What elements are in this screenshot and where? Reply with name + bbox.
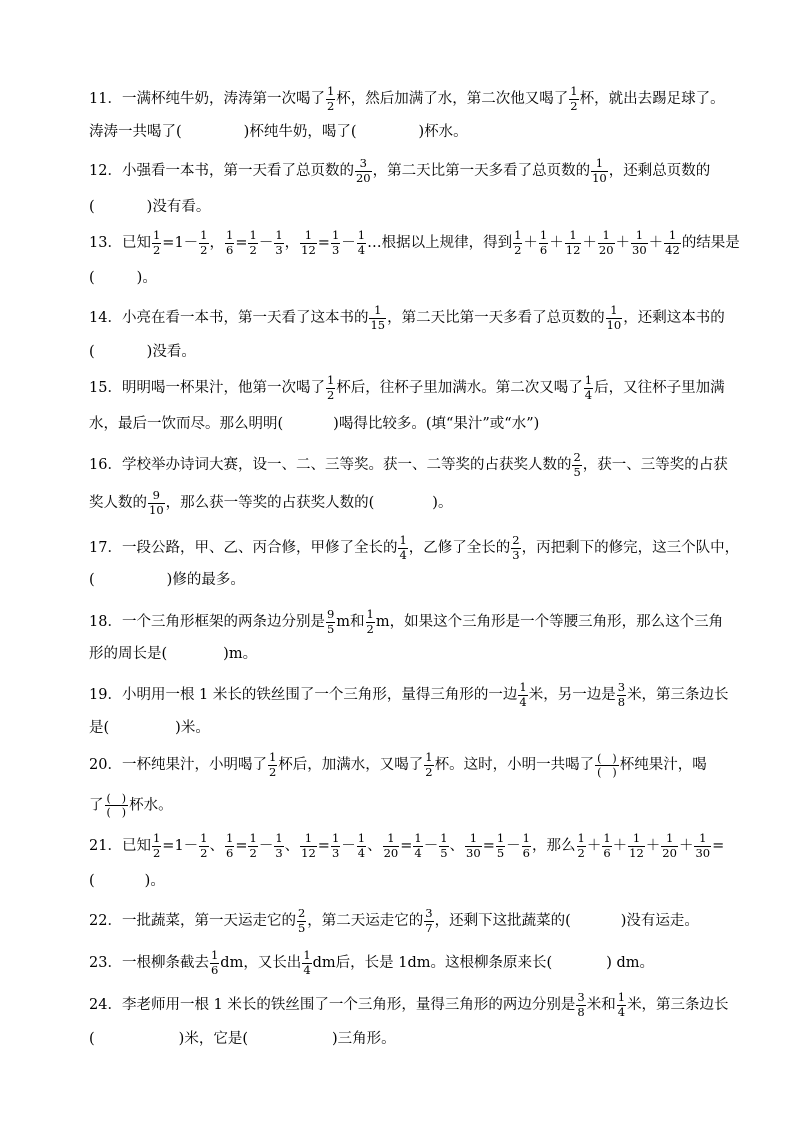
q17-line2 — [89, 569, 734, 591]
fraction: $\frac{1}{20}$ — [662, 831, 677, 860]
q15-text: )喝得比较多。(填“果汁”或“水”) — [333, 416, 540, 432]
q14-text: ，还剩这本书的 — [623, 310, 725, 326]
fraction-answer-blank[interactable]: $\frac{( )}{( )}$ — [106, 792, 127, 819]
q24-line1 — [89, 992, 734, 1018]
q20-line1 — [89, 752, 734, 778]
operator: = — [162, 838, 175, 854]
operator: = — [162, 235, 175, 251]
fraction: $\frac{2}{5}$ — [297, 906, 306, 935]
operator: ＋ — [648, 235, 664, 251]
q20-line2 — [89, 793, 734, 818]
fraction: $\frac{1}{2}$ — [200, 228, 208, 257]
fraction: $\frac{1}{2}$ — [326, 373, 335, 402]
q23-text: 23．一根柳条截去 — [89, 955, 209, 971]
q18-text: m，如果这个三角形是一个等腰三角形，那么这个三角 — [375, 614, 724, 630]
operator: = — [400, 838, 413, 854]
operator: － — [506, 838, 521, 854]
q20-text: 杯纯果汁，喝 — [619, 757, 707, 773]
fraction: $\frac{1}{6}$ — [522, 831, 530, 860]
q15-line2 — [89, 413, 734, 435]
q16-line2 — [89, 490, 734, 516]
operator: = — [712, 838, 725, 854]
fraction: $\frac{1}{15}$ — [370, 303, 386, 332]
fraction: $\frac{1}{4}$ — [357, 831, 366, 860]
q24-text: 米和 — [586, 997, 616, 1013]
q11-text: )杯水。 — [418, 124, 468, 140]
fraction: $\frac{1}{6}$ — [226, 228, 234, 257]
q14-line2 — [89, 341, 734, 363]
q14-text: ，第二天比第一天多看了总页数的 — [387, 310, 605, 326]
q19-text: )米。 — [175, 720, 210, 736]
q18-text: )m。 — [223, 646, 258, 662]
fraction: $\frac{1}{4}$ — [303, 948, 311, 977]
q11-line1 — [89, 86, 734, 112]
fraction: $\frac{1}{20}$ — [598, 228, 614, 257]
fraction: $\frac{1}{6}$ — [539, 228, 548, 257]
q15-text: 杯后，往杯子里加满水。第二次又喝了 — [336, 380, 583, 396]
separator: ， — [209, 235, 224, 251]
fraction: $\frac{1}{4}$ — [519, 680, 527, 709]
fraction: $\frac{9}{5}$ — [326, 607, 335, 636]
q23-text: ) dm。 — [606, 955, 655, 971]
q18-text: 18．一个三角形框架的两条边分别是 — [89, 614, 325, 630]
fraction: $\frac{3}{8}$ — [577, 990, 585, 1019]
q13-text: 的结果是 — [681, 235, 740, 251]
fraction: $\frac{1}{30}$ — [632, 228, 647, 257]
operator: － — [258, 838, 274, 854]
q21-line1 — [89, 833, 734, 859]
q22-text: ，第二天运走它的 — [307, 913, 424, 929]
fraction: $\frac{1}{3}$ — [331, 831, 340, 860]
q11-text: 涛涛一共喝了( — [89, 124, 182, 140]
operator: ＋ — [612, 838, 628, 854]
fraction: $\frac{1}{2}$ — [425, 750, 433, 779]
operator: 1－ — [174, 235, 199, 251]
fraction: $\frac{1}{4}$ — [414, 831, 422, 860]
fraction: $\frac{1}{20}$ — [383, 831, 399, 860]
operator: = — [235, 235, 248, 251]
q20-text: 杯。这时，小明一共喝了 — [434, 757, 595, 773]
q14-text: ( — [89, 344, 95, 360]
fraction: $\frac{1}{12}$ — [565, 228, 581, 257]
q15-text: 后，又往杯子里加满 — [594, 380, 725, 396]
separator: 、 — [449, 838, 465, 854]
fraction: $\frac{1}{3}$ — [331, 228, 340, 257]
operator: = — [317, 838, 330, 854]
fraction: $\frac{1}{2}$ — [514, 228, 522, 257]
q22-text: )没有运走。 — [620, 913, 699, 929]
operator: － — [258, 235, 274, 251]
q12-text: ，第二天比第一天多看了总页数的 — [372, 163, 591, 179]
operator: ＋ — [586, 838, 602, 854]
q16-line1 — [89, 452, 734, 478]
q12-line1 — [89, 158, 734, 184]
q16-text: 16．学校举办诗词大赛，设一、二、三等奖。获一、二等奖的占获奖人数的 — [89, 457, 572, 473]
q21-line2 — [89, 870, 734, 892]
q21-text: )。 — [144, 873, 165, 889]
fraction: $\frac{1}{6}$ — [226, 831, 234, 860]
fraction: $\frac{1}{6}$ — [210, 948, 219, 977]
fraction: $\frac{1}{30}$ — [466, 831, 481, 860]
q13-text: 13．已知 — [89, 235, 151, 251]
q24-line2 — [89, 1028, 734, 1050]
operator: 1－ — [174, 838, 199, 854]
q20-text: 了 — [89, 797, 104, 814]
q17-line1 — [89, 533, 740, 562]
fraction: $\frac{1}{6}$ — [603, 831, 611, 860]
q19-text: 米，另一边是 — [528, 687, 616, 703]
q11-text: 11．一满杯纯牛奶，涛涛第一次喝了 — [89, 91, 325, 107]
q16-text: 奖人数的 — [89, 495, 147, 511]
fraction: $\frac{1}{10}$ — [606, 303, 622, 332]
q24-text: )三角形。 — [332, 1031, 396, 1047]
q18-text: m和 — [336, 614, 365, 630]
fraction: $\frac{2}{5}$ — [573, 450, 581, 479]
q17-text: ( — [89, 572, 95, 588]
q11-line2 — [89, 121, 734, 143]
operator: ＋ — [678, 838, 694, 854]
q11-text: )杯纯牛奶，喝了( — [243, 124, 357, 140]
fraction: $\frac{1}{3}$ — [275, 831, 283, 860]
q16-text: ，那么获一等奖的占获奖人数的( — [165, 495, 375, 511]
q24-text: 米，第三条边长 — [627, 997, 729, 1013]
fraction: $\frac{1}{2}$ — [577, 831, 585, 860]
q18-text: 形的周长是( — [89, 646, 168, 662]
q19-line1 — [89, 682, 734, 708]
fraction-answer-blank[interactable]: $\frac{( )}{( )}$ — [597, 751, 617, 779]
operator: ＋ — [549, 235, 564, 251]
q17-text: )修的最多。 — [166, 572, 245, 588]
q18-line2 — [89, 643, 734, 665]
q16-text: )。 — [432, 495, 453, 511]
fraction: $\frac{1}{4}$ — [584, 373, 593, 402]
operator: － — [341, 235, 356, 251]
fraction: $\frac{1}{42}$ — [665, 228, 680, 257]
operator: － — [423, 838, 439, 854]
q11-text: 杯，就出去踢足球了。 — [579, 91, 725, 107]
fraction: $\frac{3}{7}$ — [425, 906, 433, 935]
q17-text: ，乙修了全长的 — [408, 540, 511, 556]
fraction: $\frac{1}{5}$ — [440, 831, 448, 860]
q14-line1 — [89, 305, 734, 331]
q12-text: )没有看。 — [146, 199, 211, 215]
fraction: $\frac{1}{12}$ — [629, 831, 644, 860]
q20-text: 杯水。 — [129, 797, 173, 814]
q21-text: ，那么 — [532, 838, 576, 854]
fraction: $\frac{3}{20}$ — [355, 156, 371, 185]
q18-line1 — [89, 609, 734, 635]
q12-line2 — [89, 196, 734, 218]
q12-text: 12．小强看一本书，第一天看了总页数的 — [89, 163, 354, 179]
fraction: $\frac{1}{2}$ — [200, 831, 208, 860]
q12-text: ，还剩总页数的 — [608, 163, 711, 179]
q22-text: 22．一批蔬菜，第一天运走它的 — [89, 913, 296, 929]
q14-text: 14．小亮在看一本书，第一天看了这本书的 — [89, 310, 369, 326]
q20-text: 杯后，加满水，又喝了 — [278, 757, 424, 773]
fraction: $\frac{1}{10}$ — [592, 156, 607, 185]
fraction: $\frac{3}{8}$ — [617, 680, 626, 709]
q22-text: ，还剩下这批蔬菜的( — [434, 913, 571, 929]
q19-text: 米，第三条边长 — [627, 687, 729, 703]
operator: = — [317, 235, 330, 251]
fraction: $\frac{1}{2}$ — [249, 831, 257, 860]
fraction: $\frac{1}{4}$ — [399, 533, 407, 562]
fraction: $\frac{1}{2}$ — [152, 228, 161, 257]
fraction: $\frac{1}{5}$ — [496, 831, 505, 860]
fraction: $\frac{1}{2}$ — [570, 84, 578, 113]
fraction: $\frac{9}{10}$ — [149, 488, 164, 517]
q21-text: ( — [89, 873, 95, 889]
fraction: $\frac{1}{30}$ — [695, 831, 711, 860]
operator: ＋ — [645, 838, 661, 854]
operator: ＋ — [615, 235, 631, 251]
operator: ＋ — [582, 235, 597, 251]
q21-text: 21．已知 — [89, 838, 151, 854]
q24-text: )米，它是( — [178, 1031, 248, 1047]
separator: ， — [284, 235, 300, 251]
fraction: $\frac{1}{3}$ — [275, 228, 283, 257]
q13-text: )。 — [136, 270, 157, 286]
q15-line1 — [89, 375, 734, 401]
fraction: $\frac{1}{4}$ — [617, 990, 626, 1019]
q23-text: dm，又长出 — [220, 955, 302, 971]
q15-text: 15．明明喝一杯果汁，他第一次喝了 — [89, 380, 325, 396]
q24-text: 24．李老师用一根 1 米长的铁丝围了一个三角形，量得三角形的两边分别是 — [89, 997, 576, 1013]
fraction: $\frac{1}{4}$ — [357, 228, 366, 257]
fraction: $\frac{2}{3}$ — [512, 533, 520, 562]
q13-line1 — [89, 228, 740, 257]
q15-text: 水，最后一饮而尽。那么明明( — [89, 416, 284, 432]
q13-text: …根据以上规律，得到 — [367, 235, 513, 251]
fraction: $\frac{1}{12}$ — [301, 228, 316, 257]
q17-text: ，丙把剩下的修完，这三个队中， — [521, 540, 740, 556]
operator: ＋ — [523, 235, 538, 251]
q14-text: )没看。 — [146, 344, 196, 360]
fraction: $\frac{1}{2}$ — [268, 750, 277, 779]
operator: － — [341, 838, 356, 854]
fraction: $\frac{1}{12}$ — [301, 831, 316, 860]
fraction: $\frac{1}{2}$ — [152, 831, 161, 860]
q20-text: 20．一杯纯果汁，小明喝了 — [89, 757, 267, 773]
q19-line2 — [89, 717, 734, 739]
q11-text: 杯，然后加满了水，第二次他又喝了 — [336, 91, 569, 107]
operator: = — [482, 838, 495, 854]
operator: = — [235, 838, 248, 854]
q13-line2 — [89, 267, 734, 289]
q17-text: 17．一段公路，甲、乙、丙合修，甲修了全长的 — [89, 540, 398, 556]
fraction: $\frac{1}{2}$ — [249, 228, 257, 257]
q13-text: ( — [89, 270, 95, 286]
fraction: $\frac{1}{2}$ — [326, 84, 335, 113]
q16-text: ，获一、三等奖的占获 — [582, 457, 728, 473]
q23-text: dm后，长是 1dm。这根柳条原来长( — [312, 955, 553, 971]
q23-line1 — [89, 950, 734, 976]
q19-text: 19．小明用一根 1 米长的铁丝围了一个三角形，量得三角形的一边 — [89, 687, 518, 703]
q19-text: 是( — [89, 720, 110, 736]
q24-text: ( — [89, 1031, 95, 1047]
separator: 、 — [367, 838, 382, 854]
separator: 、 — [284, 838, 300, 854]
fraction: $\frac{1}{2}$ — [366, 607, 374, 636]
separator: 、 — [209, 838, 224, 854]
q12-text: ( — [89, 199, 95, 215]
q22-line1 — [89, 908, 734, 934]
